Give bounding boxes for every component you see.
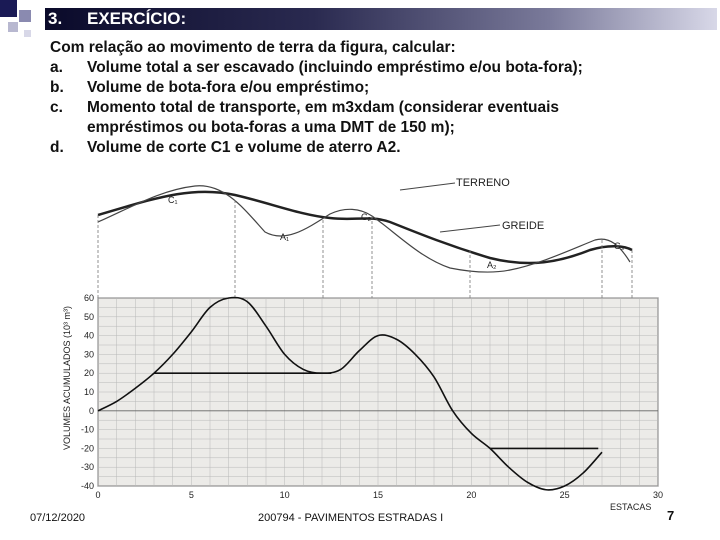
- footer-date: 07/12/2020: [30, 512, 86, 524]
- y-axis: [81, 293, 94, 491]
- y-tick-label: 10: [83, 387, 94, 397]
- x-tick-label: 25: [559, 490, 570, 500]
- profile-diagram: [98, 177, 632, 298]
- y-tick-label: 30: [83, 349, 94, 360]
- list-item: b. Volume de bota-fora e/ou empréstimo;: [50, 79, 370, 96]
- x-axis-label: ESTACAS: [610, 502, 652, 512]
- y-tick-label: 60: [83, 293, 94, 303]
- y-tick-label: -40: [80, 481, 94, 491]
- y-tick-label: 0: [88, 405, 94, 416]
- intro-line: Com relação ao movimento de terra da figura, calcular:: [50, 39, 456, 56]
- zone-label: A₂: [487, 260, 497, 270]
- greide-pointer: [440, 225, 500, 232]
- terreno-pointer: [400, 183, 455, 190]
- mass-diagram-chart: [62, 293, 663, 512]
- x-tick-label: 30: [652, 490, 664, 500]
- y-axis-label: VOLUMES ACUMULADOS (10³ m³): [62, 305, 72, 450]
- zone-label: C₂: [361, 212, 371, 222]
- zone-label: C₁: [168, 195, 178, 205]
- list-item: d. Volume de corte C1 e volume de aterro A2.: [50, 139, 401, 156]
- page-number: 7: [667, 508, 675, 523]
- greide-label: GREIDE: [502, 220, 545, 232]
- grid: [98, 298, 658, 486]
- terreno-line: [98, 186, 630, 272]
- y-tick-label: -10: [80, 424, 94, 435]
- x-tick-label: 15: [372, 490, 384, 500]
- x-tick-label: 10: [279, 490, 290, 500]
- zone-label: A₁: [280, 232, 290, 242]
- x-tick-label: 20: [466, 490, 477, 500]
- y-tick-label: -30: [80, 462, 94, 473]
- slide-title: EXERCÍCIO:: [87, 9, 187, 28]
- list-item: a. Volume total a ser escavado (incluindo empréstimo e/ou bota-fora);: [50, 59, 583, 76]
- y-tick-label: 20: [83, 368, 94, 379]
- y-tick-label: 50: [83, 311, 94, 322]
- y-tick-label: -20: [80, 443, 94, 454]
- x-axis: [95, 490, 663, 500]
- list-item: c. Momento total de transporte, em m3xdam (considerar eventuais: [50, 99, 560, 116]
- title-number: 3.: [48, 9, 63, 28]
- list-item: empréstimos ou bota-foras a uma DMT de 150 m);: [87, 119, 455, 136]
- zone-label: C₃: [614, 241, 625, 251]
- y-tick-label: 40: [83, 330, 94, 341]
- greide-line: [98, 192, 632, 263]
- terreno-label: TERRENO: [456, 177, 510, 189]
- footer-course: 200794 - PAVIMENTOS ESTRADAS I: [258, 512, 444, 524]
- x-tick-label: 5: [188, 490, 194, 500]
- x-tick-label: 0: [95, 490, 101, 500]
